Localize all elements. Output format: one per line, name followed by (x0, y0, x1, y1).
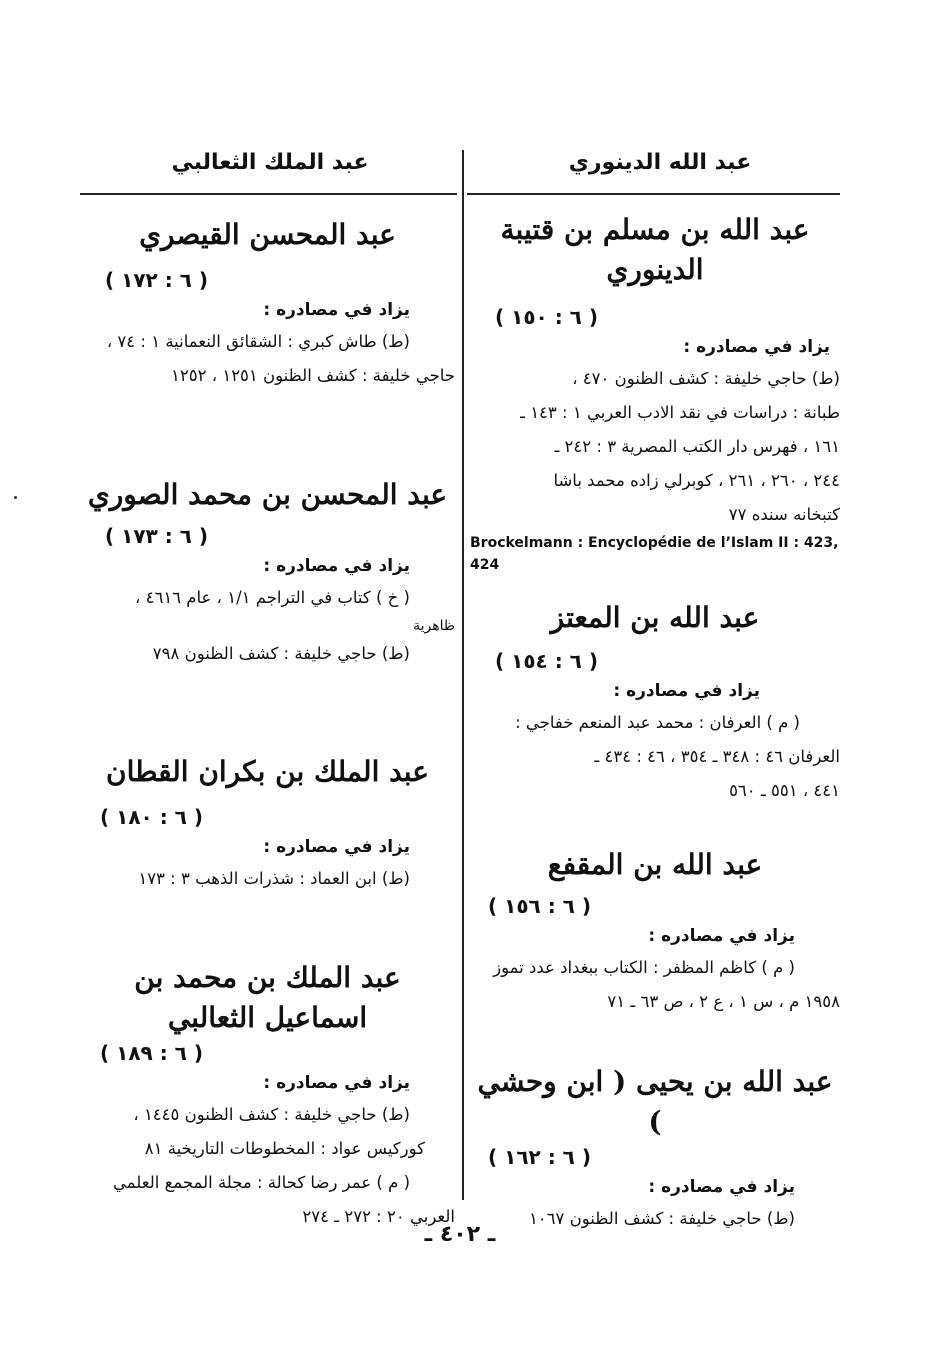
entry-line: ظاهرية (413, 618, 455, 634)
entry-latin-source: Brockelmann : Encyclopédie de l’Islam II : 423, 424 (470, 535, 839, 573)
entry-label: يزاد في مصادره : (263, 300, 410, 320)
entry-label: يزاد في مصادره : (648, 1177, 795, 1197)
entry-name: عبد الله بن مسلم بن قتيبة الدينوري (500, 213, 810, 286)
entry-name: عبد الله بن المقفع (547, 848, 763, 881)
header-rule-right (467, 193, 840, 195)
entry-ibn-al-muqaffa (470, 845, 840, 1019)
entry-label: يزاد في مصادره : (648, 926, 795, 946)
entry-line: ( م ) العرفان : محمد عبد المنعم خفاجي : (515, 713, 800, 732)
entry-line: ١٩٥٨ م ، س ١ ، ع ٢ ، ص ٦٣ ـ ٧١ (607, 992, 840, 1011)
entry-reference: ( ٦ : ١٧٢ ) (105, 268, 208, 292)
entry-name: عبد الله بن يحيى ( ابن وحشي ) (477, 1065, 833, 1138)
entry-al-thaalibi (80, 958, 455, 1234)
entry-line: ( م ) كاظم المظفر : الكتاب ببغداد عدد تموز (493, 958, 795, 977)
running-head-left: عبد الملك الثعالبي (171, 150, 369, 175)
entry-line: كتبخانه سنده ٧٧ (728, 505, 840, 524)
entry-line: العرفان ٤٦ : ٣٤٨ ـ ٣٥٤ ، ٤٦ : ٤٣٤ ـ (594, 747, 840, 766)
entry-name: عبد المحسن بن محمد الصوري (87, 478, 448, 511)
entry-ibn-qutayba (470, 210, 840, 576)
entry-reference: ( ٦ : ١٥٤ ) (495, 649, 598, 673)
entry-name: عبد الملك بن بكران القطان (106, 755, 429, 788)
entry-line: (ط) ابن العماد : شذرات الذهب ٣ : ١٧٣ (138, 869, 410, 888)
entry-line: ( خ ) كتاب في التراجم ١/١ ، عام ٤٦١٦ ، (135, 588, 410, 607)
entry-reference: ( ٦ : ١٥٦ ) (488, 894, 591, 918)
header-rule-left (80, 193, 457, 195)
entry-reference: ( ٦ : ١٨٩ ) (100, 1041, 203, 1065)
entry-ibn-al-mutazz (470, 598, 840, 808)
entry-line: (ط) حاجي خليفة : كشف الظنون ٧٩٨ (152, 644, 410, 663)
entry-label: يزاد في مصادره : (263, 556, 410, 576)
entry-line: كوركيس عواد : المخطوطات التاريخية ٨١ (144, 1139, 425, 1158)
entry-line: طبانة : دراسات في نقد الادب العربي ١ : ١٤٣ ـ (520, 403, 840, 422)
entry-line: (ط) طاش كبري : الشقائق النعمانية ١ : ٧٤ ، (106, 332, 410, 351)
page-speck (14, 496, 17, 499)
page-number: ـ ٤٠٢ ـ (424, 1222, 496, 1247)
entry-line: (ط) حاجي خليفة : كشف الظنون ٤٧٠ ، (572, 369, 840, 388)
entry-reference: ( ٦ : ١٧٣ ) (105, 524, 208, 548)
entry-label: يزاد في مصادره : (613, 681, 760, 701)
entry-al-qattan (80, 752, 455, 896)
entry-line: العربي ٢٠ : ٢٧٢ ـ ٢٧٤ (302, 1207, 455, 1226)
entry-reference: ( ٦ : ١٦٢ ) (488, 1145, 591, 1169)
entry-line: ٢٤٤ ، ٢٦٠ ، ٢٦١ ، كوبرلي زاده محمد باشا (553, 471, 840, 490)
entry-al-suri (80, 475, 455, 671)
column-divider (462, 150, 464, 1200)
entry-line: (ط) حاجي خليفة : كشف الظنون ١٤٤٥ ، (133, 1105, 410, 1124)
entry-line: (ط) حاجي خليفة : كشف الظنون ١٠٦٧ (528, 1209, 795, 1228)
entry-line: ٤٤١ ، ٥٥١ ـ ٥٦٠ (729, 781, 840, 800)
entry-label: يزاد في مصادره : (683, 337, 830, 357)
entry-label: يزاد في مصادره : (263, 837, 410, 857)
entry-reference: ( ٦ : ١٨٠ ) (100, 805, 203, 829)
entry-name: عبد المحسن القيصري (139, 218, 396, 251)
entry-line: ( م ) عمر رضا كحالة : مجلة المجمع العلمي (113, 1173, 410, 1192)
entry-line: حاجي خليفة : كشف الظنون ١٢٥١ ، ١٢٥٢ (171, 366, 455, 385)
entry-reference: ( ٦ : ١٥٠ ) (495, 305, 598, 329)
entry-al-qaysari (80, 215, 455, 393)
entry-ibn-wahshi (470, 1062, 840, 1236)
entry-label: يزاد في مصادره : (263, 1073, 410, 1093)
running-head-right: عبد الله الدينوري (568, 150, 752, 175)
entry-name: عبد الملك بن محمد بن اسماعيل الثعالبي (134, 961, 401, 1034)
entry-name: عبد الله بن المعتز (550, 601, 760, 634)
entry-line: ١٦١ ، فهرس دار الكتب المصرية ٣ : ٢٤٢ ـ (554, 437, 840, 456)
